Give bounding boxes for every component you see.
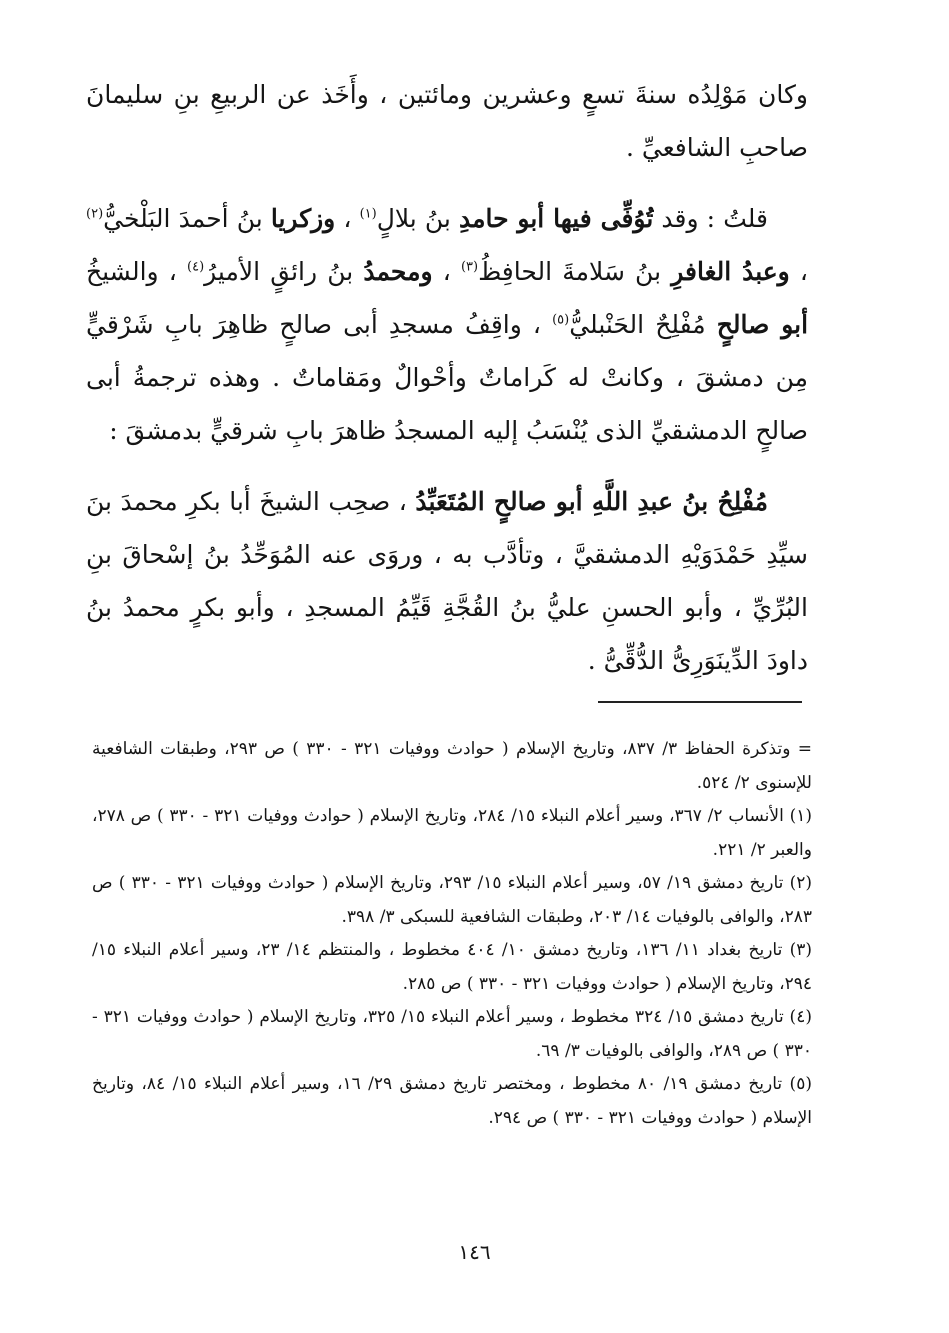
paragraph-birth: وكان مَوْلِدُه سنةَ تسعٍ وعشرين ومائتين ، وأَخَذ عن الربيعِ بنِ سليمانَ صاحبِ الشافعيِّ .	[86, 80, 808, 162]
person-abu-hamid-rest: بنُ بلالٍ	[376, 204, 459, 233]
footnote-4: (٤) تاريخ دمشق ١٥/ ٣٢٤ مخطوط ، وسير أعلام النبلاء ١٥/ ٣٢٥، وتاريخ الإسلام ( حوادث ووفيات ٣٢١ - ٣٣٠ ) ص ٢٨٩، والوافى بالوفيات ٣/ ٦٩.	[92, 1007, 812, 1061]
page-number: ١٤٦	[458, 1240, 491, 1264]
person-muhammad-rest: بنُ رائقٍ الأميرُ	[204, 257, 364, 286]
footnote-ref-2[interactable]: (٢)	[86, 206, 104, 222]
separator-text: ، والشيخُ	[86, 257, 187, 286]
person-abu-hamid: تُوُفِّى فيها أبو حامدِ	[458, 204, 654, 233]
footnote-2: (٢) تاريخ دمشق ١٩/ ٥٧، وسير أعلام النبلاء ١٥/ ٢٩٣، وتاريخ الإسلام ( حوادث ووفيات ٣٢١ - ٣٣٠ ) ص ٢٨٣، والوافى بالوفيات ١٤/ ٢٠٣، وطبقات الشافعية للسبكى ٣/ ٣٩٨.	[92, 873, 812, 927]
person-abd-al-ghafir-rest: بنُ سَلامةَ الحافِظُ	[478, 257, 672, 286]
footnote-continued: = وتذكرة الحفاظ ٣/ ٨٣٧، وتاريخ الإسلام ( حوادث ووفيات ٣٢١ - ٣٣٠ ) ص ٢٩٣، وطبقات الشافعية للإسنوى ٢/ ٥٢٤.	[92, 739, 813, 793]
footnote-1: (١) الأنساب ٢/ ٣٦٧، وسير أعلام النبلاء ١٥/ ٢٨٤، وتاريخ الإسلام ( حوادث ووفيات ٣٢١ - ٣٣٠ ) ص ٢٧٨، والعبر ٢/ ٢٢١.	[92, 806, 812, 860]
separator-text: ،	[432, 257, 461, 286]
person-muhammad: ومحمدُ	[363, 257, 433, 286]
biography-text: ، صحِب الشيخَ أبا بكرِ محمدَ بنَ سيِّدِ حَمْدَوَيْهِ الدمشقيَّ ، وتأدَّب به ، وروَى عنه المُوَحِّدُ بنُ إسْحاقَ بنِ البُرِّيِّ ، وأبو الحسنِ عليُّ بنُ القُجَّةِ قَيِّمُ المسجدِ ، وأبو بكرٍ محمدُ بنُ داودَ الدِّينَوَرِىُّ الدُّقِّىُّ .	[86, 487, 808, 675]
footnotes	[92, 733, 812, 1135]
paragraph-deaths-rest: ، واقِفُ مسجدِ أبى صالحٍ ظاهِرَ بابِ شَرْقيٍّ مِن دمشقَ ، وكانتْ له كَراماتٌ وأحْوالٌ ومَقاماتٌ . وهذه ترجمةُ أبى صالحٍ الدمشقيِّ الذى يُنْسَبُ إليه المسجدُ ظاهرَ بابِ شرقيٍّ بدمشقَ :	[86, 310, 808, 445]
footnote-ref-1[interactable]: (١)	[359, 206, 377, 222]
footnote-ref-5[interactable]: (٥)	[552, 312, 570, 328]
paragraph-biography	[86, 475, 808, 687]
person-zakariya-rest: بنُ أحمدَ البَلْخيُّ	[103, 204, 271, 233]
person-abd-al-ghafir: وعبدُ الغافرِ	[671, 257, 790, 286]
person-abu-salih: أبو صالحٍ	[716, 310, 809, 339]
footnote-5: (٥) تاريخ دمشق ١٩/ ٨٠ مخطوط ، ومختصر تاريخ دمشق ٢٩/ ١٦، وسير أعلام النبلاء ١٥/ ٨٤، وتاريخ الإسلام ( حوادث ووفيات ٣٢١ - ٣٣٠ ) ص ٢٩٤.	[92, 1074, 812, 1128]
footnote-ref-3[interactable]: (٣)	[460, 259, 479, 275]
main-text	[86, 68, 808, 687]
footnote-3: (٣) تاريخ بغداد ١١/ ١٣٦، وتاريخ دمشق ١٠/ ٤٠٤ مخطوط ، والمنتظم ١٤/ ٢٣، وسير أعلام النبلاء ١٥/ ٢٩٤، وتاريخ الإسلام ( حوادث ووفيات ٣٢١ - ٣٣٠ ) ص ٢٨٥.	[92, 940, 813, 994]
paragraph-deaths	[86, 192, 808, 457]
biography-name: مُفْلِحُ بنُ عبدِ اللَّهِ أبو صالحٍ المُتَعَبِّدُ	[415, 487, 768, 516]
separator-text: ،	[335, 204, 360, 233]
person-zakariya: وزكريا	[270, 204, 336, 233]
footnote-ref-4[interactable]: (٤)	[187, 259, 205, 275]
footnote-separator	[598, 701, 802, 703]
deaths-intro: قلتُ : وقد	[653, 204, 768, 233]
person-abu-salih-rest: مُفْلِحٌ الحَنْبليُّ	[569, 310, 717, 339]
separator-text: ،	[789, 257, 808, 286]
